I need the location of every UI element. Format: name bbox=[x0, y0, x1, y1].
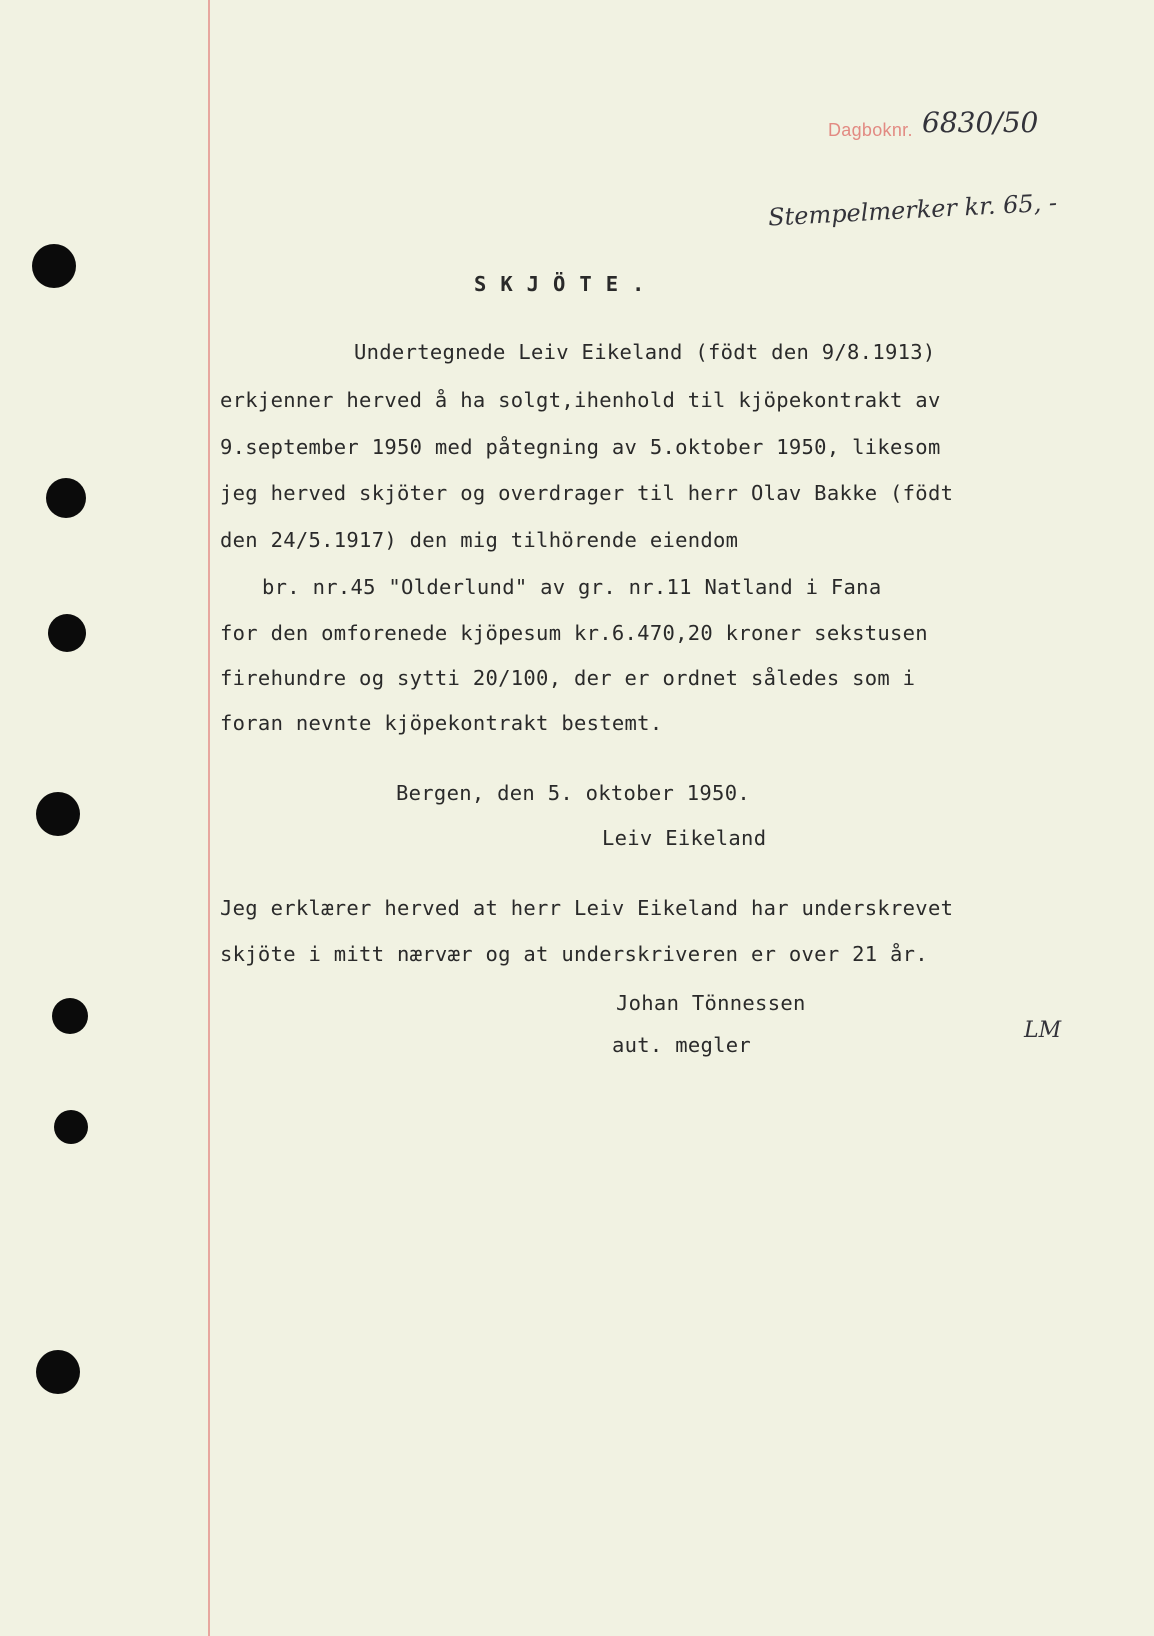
body-line: firehundre og sytti 20/100, der er ordnet således som i bbox=[220, 666, 916, 690]
body-line: den 24/5.1917) den mig tilhörende eiendom bbox=[220, 528, 739, 552]
witness-title: aut. megler bbox=[612, 1033, 752, 1057]
body-line: foran nevnte kjöpekontrakt bestemt. bbox=[220, 711, 663, 735]
punch-hole-5 bbox=[52, 998, 88, 1034]
punch-hole-3 bbox=[48, 614, 86, 652]
seller-signature: Leiv Eikeland bbox=[602, 826, 767, 850]
witness-line: skjöte i mitt nærvær og at underskriveren er over 21 år. bbox=[220, 942, 928, 966]
body-line: br. nr.45 "Olderlund" av gr. nr.11 Natland i Fana bbox=[262, 575, 882, 599]
body-line: erkjenner herved å ha solgt,ihenhold til kjöpekontrakt av bbox=[220, 388, 941, 412]
dagbok-stamp-label: Dagboknr. bbox=[828, 120, 913, 140]
document-title: SKJÖTE. bbox=[474, 272, 659, 296]
body-line: 9.september 1950 med påtegning av 5.oktober 1950, likesom bbox=[220, 435, 941, 459]
punch-hole-1 bbox=[32, 244, 76, 288]
punch-hole-4 bbox=[36, 792, 80, 836]
punch-hole-2 bbox=[46, 478, 86, 518]
margin-line bbox=[208, 0, 210, 1636]
body-line: Undertegnede Leiv Eikeland (födt den 9/8.1913) bbox=[354, 340, 936, 364]
witness-name: Johan Tönnessen bbox=[616, 991, 806, 1015]
body-line: jeg herved skjöter og overdrager til herr Olav Bakke (födt bbox=[220, 481, 954, 505]
witness-line: Jeg erklærer herved at herr Leiv Eikeland har underskrevet bbox=[220, 896, 954, 920]
initials-mark: LM bbox=[1024, 1018, 1062, 1043]
stamp-duty-note: Stempelmerker kr. 65, - bbox=[767, 188, 1058, 232]
place-date: Bergen, den 5. oktober 1950. bbox=[396, 781, 750, 805]
body-line: for den omforenede kjöpesum kr.6.470,20 kroner sekstusen bbox=[220, 621, 928, 645]
punch-hole-7 bbox=[36, 1350, 80, 1394]
punch-hole-6 bbox=[54, 1110, 88, 1144]
dagbok-number: 6830/50 bbox=[922, 106, 1039, 139]
